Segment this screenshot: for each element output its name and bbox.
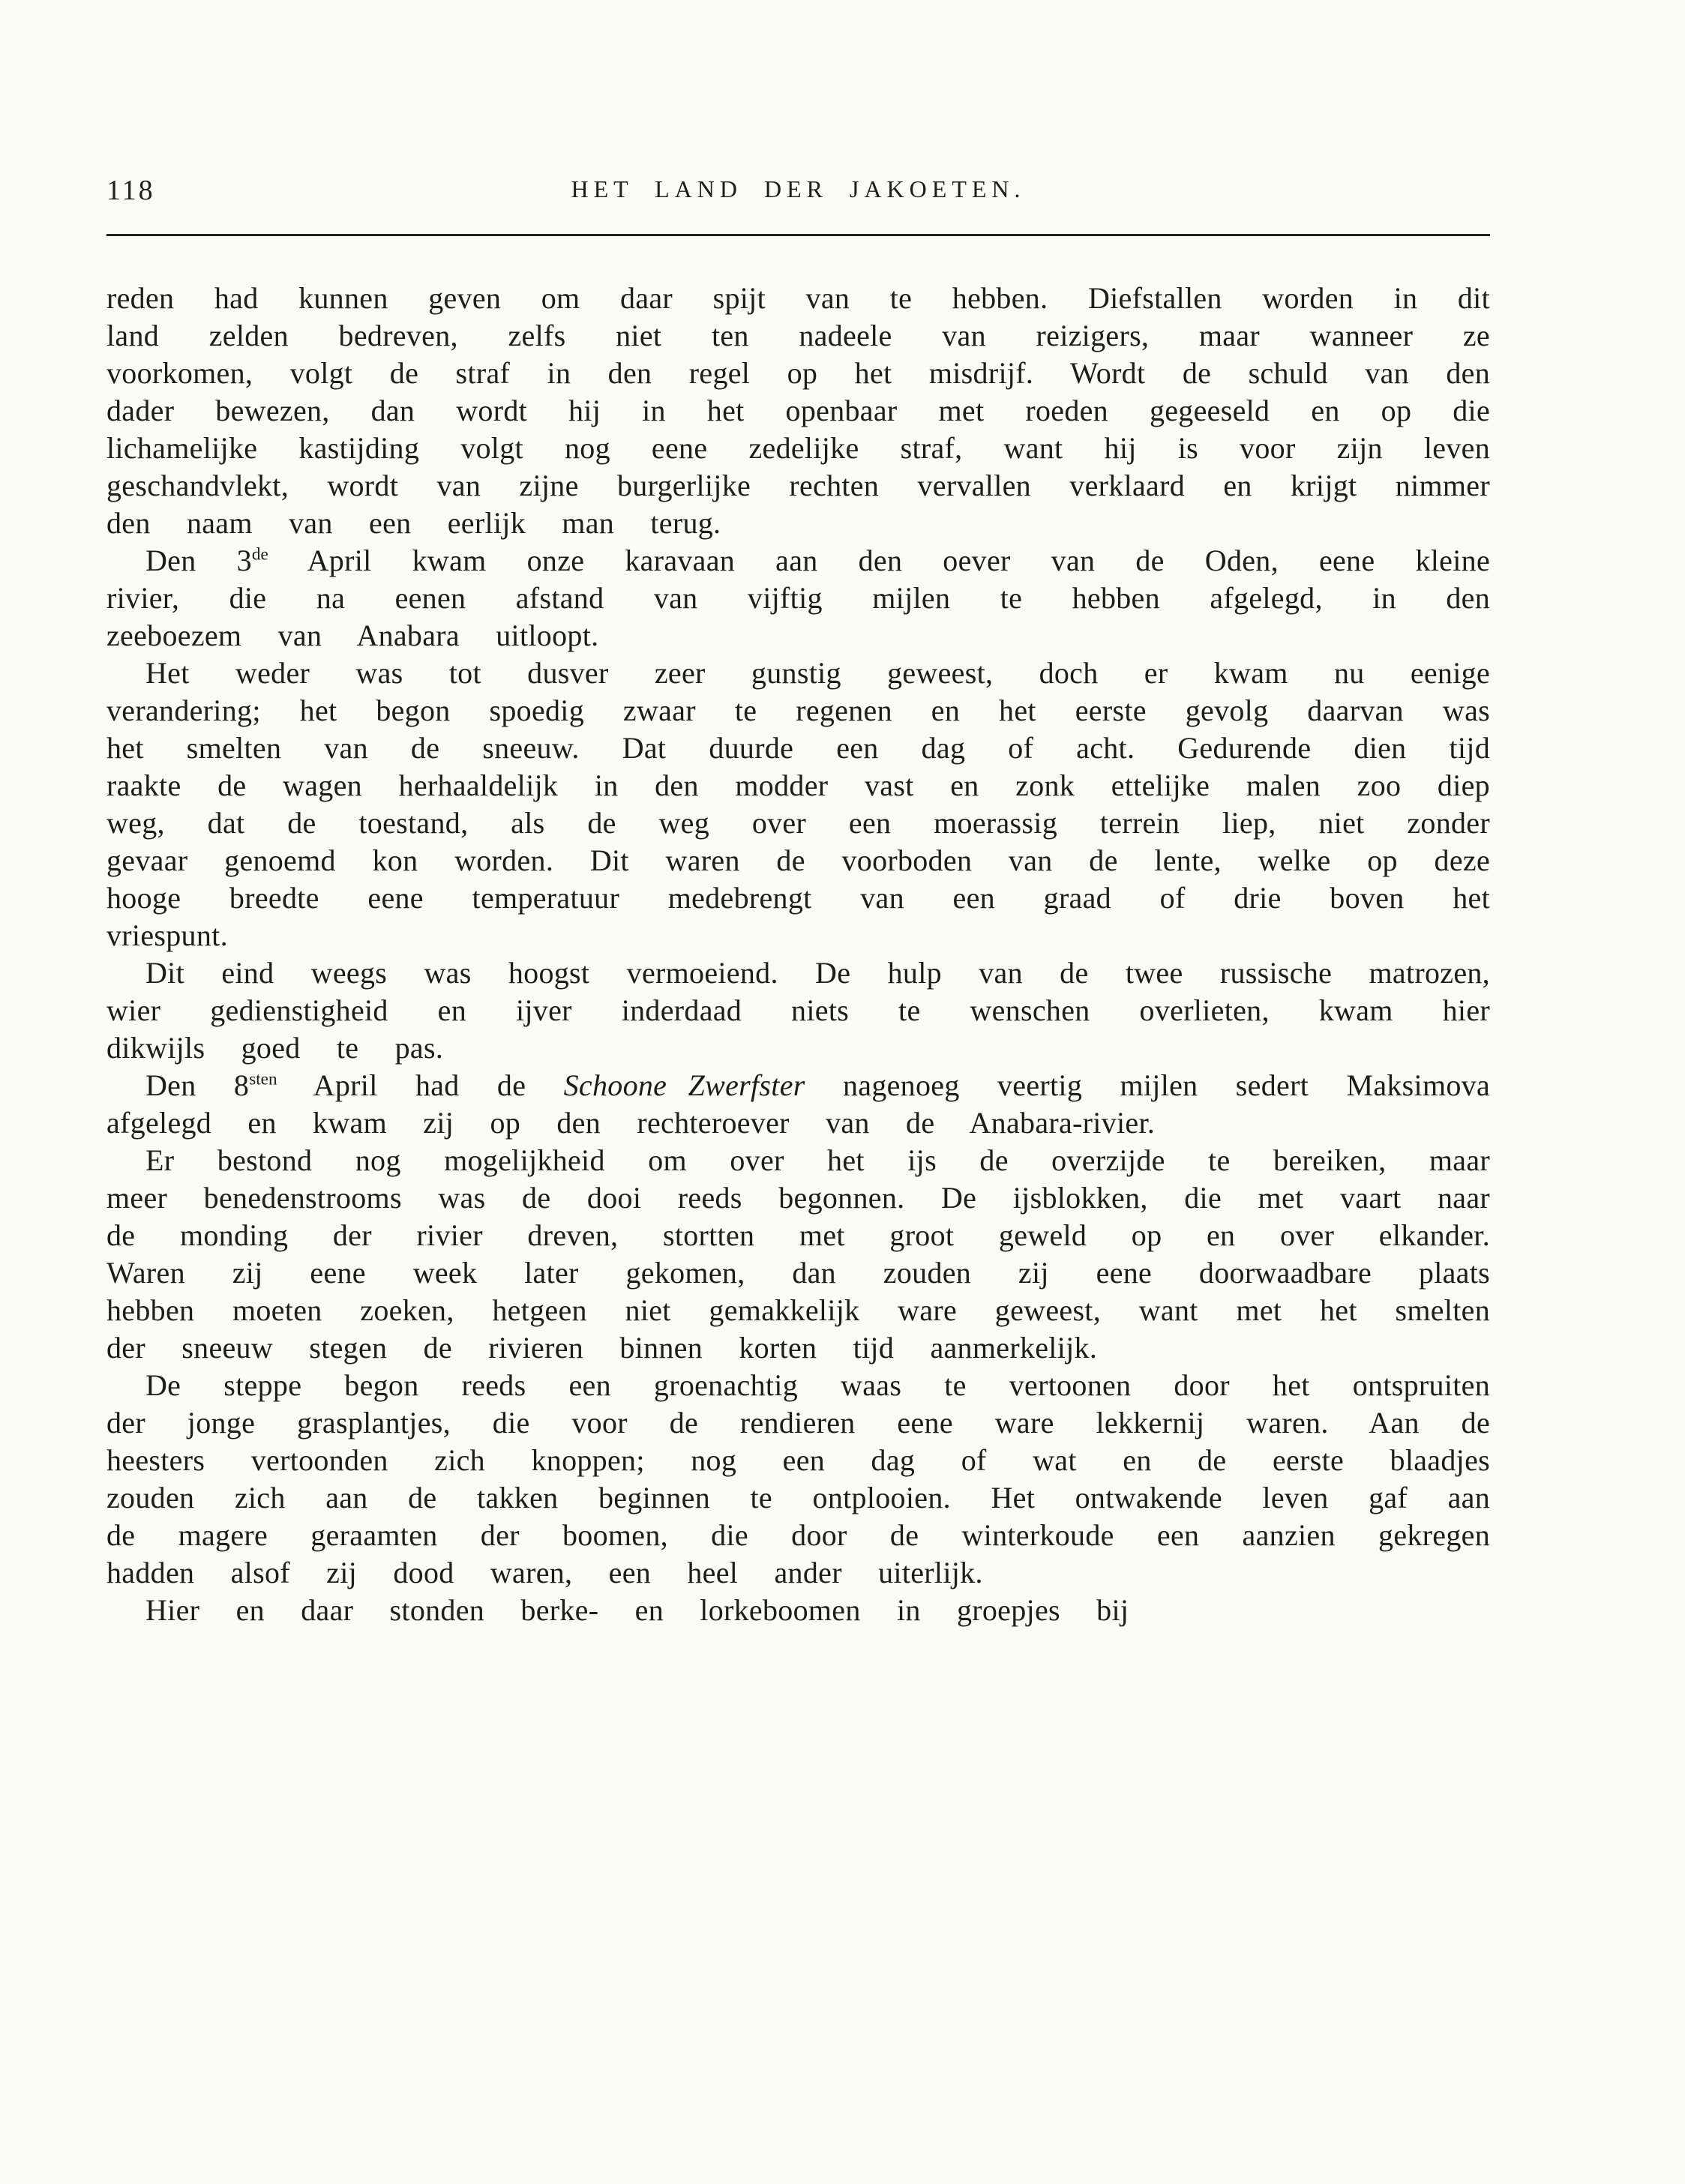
paragraph bbox=[106, 1592, 1490, 1629]
paragraph bbox=[106, 1367, 1490, 1592]
paragraph bbox=[106, 280, 1490, 542]
paragraph bbox=[106, 1142, 1490, 1367]
superscript-text: sten bbox=[249, 1069, 277, 1089]
text-run: nagenoeg veertig mijlen sedert Maksimova afgelegd en kwam zij op den rechteroever van de Anabara-rivier. bbox=[106, 1068, 1491, 1140]
text-run: Er bestond nog mogelijkheid om over het ijs de overzijde te bereiken, maar meer benedenstrooms was de dooi reeds begonnen. De ijsblokken, die met vaart naar de monding der rivier dreven, stortten met groot geweld op en over elkander. Waren zij eene week later gekomen, dan zouden zij eene doorwaadbare plaats hebben moeten zoeken, hetgeen niet gemakkelijk ware geweest, want met het smelten der sneeuw stegen de rivieren binnen korten tijd aanmerkelijk. bbox=[106, 1143, 1490, 1365]
text-run: April had de bbox=[277, 1068, 564, 1102]
header-rule bbox=[106, 234, 1490, 236]
superscript-text: de bbox=[251, 544, 268, 565]
paragraph bbox=[106, 1067, 1490, 1142]
text-run: Het weder was tot dusver zeer gunstig geweest, doch er kwam nu eenige verandering; het begon spoedig zwaar te regenen en het eerste gevolg daarvan was het smelten van de sneeuw. Dat duurde een dag of acht. Gedurende dien tijd raakte de wagen herhaaldelijk in den modder vast en zonk ettelijke malen zoo diep weg, dat de toestand, als de weg over een moerassig terrein liep, niet zonder gevaar genoemd kon worden. Dit waren de voorboden van de lente, welke op deze hooge breedte eene temperatuur medebrengt van een graad of drie boven het vriespunt. bbox=[106, 656, 1490, 952]
page-header bbox=[106, 171, 1490, 210]
text-run: reden had kunnen geven om daar spijt van te hebben. Diefstallen worden in dit land zelden bedreven, zelfs niet ten nadeele van reizigers, maar wanneer ze voorkomen, volgt de straf in den regel op het misdrijf. Wordt de schuld van den dader bewezen, dan wordt hij in het openbaar met roeden gegeeseld en op die lichamelijke kastijding volgt nog eene zedelijke straf, want hij is voor zijn leven geschandvlekt, wordt van zijne burgerlijke rechten vervallen verklaard en krijgt nimmer den naam van een eerlijk man terug. bbox=[106, 281, 1490, 540]
text-run: April kwam onze karavaan aan den oever van de Oden, eene kleine rivier, die na eenen afstand van vijftig mijlen te hebben afgelegd, in den zeeboezem van Anabara uitloopt. bbox=[106, 544, 1490, 652]
page-number: 118 bbox=[106, 175, 155, 206]
running-title: HET LAND DER JAKOETEN. bbox=[571, 175, 1026, 202]
page-content bbox=[106, 171, 1490, 1629]
text-run: Dit eind weegs was hoogst vermoeiend. De hulp van de twee russische matrozen, wier gedienstigheid en ijver inderdaad niets te wenschen overlieten, kwam hier dikwijls goed te pas. bbox=[106, 956, 1490, 1065]
paragraph bbox=[106, 954, 1490, 1067]
paragraph bbox=[106, 655, 1490, 954]
body-text bbox=[106, 280, 1490, 1629]
paragraph bbox=[106, 542, 1490, 655]
text-run: Hier en daar stonden berke- en lorkeboomen in groepjes bij bbox=[145, 1593, 1129, 1627]
text-run: Den 8 bbox=[145, 1068, 250, 1102]
italic-text: Schoone Zwerfster bbox=[563, 1068, 805, 1102]
text-run: De steppe begon reeds een groenachtig waas te vertoonen door het ontspruiten der jonge grasplantjes, die voor de rendieren eene ware lekkernij waren. Aan de heesters vertoonden zich knoppen; nog een dag of wat en de eerste blaadjes zouden zich aan de takken beginnen te ontplooien. Het ontwakende leven gaf aan de magere geraamten der boomen, die door de winterkoude een aanzien gekregen hadden alsof zij dood waren, een heel ander uiterlijk. bbox=[106, 1368, 1490, 1589]
text-run: Den 3 bbox=[145, 544, 252, 577]
